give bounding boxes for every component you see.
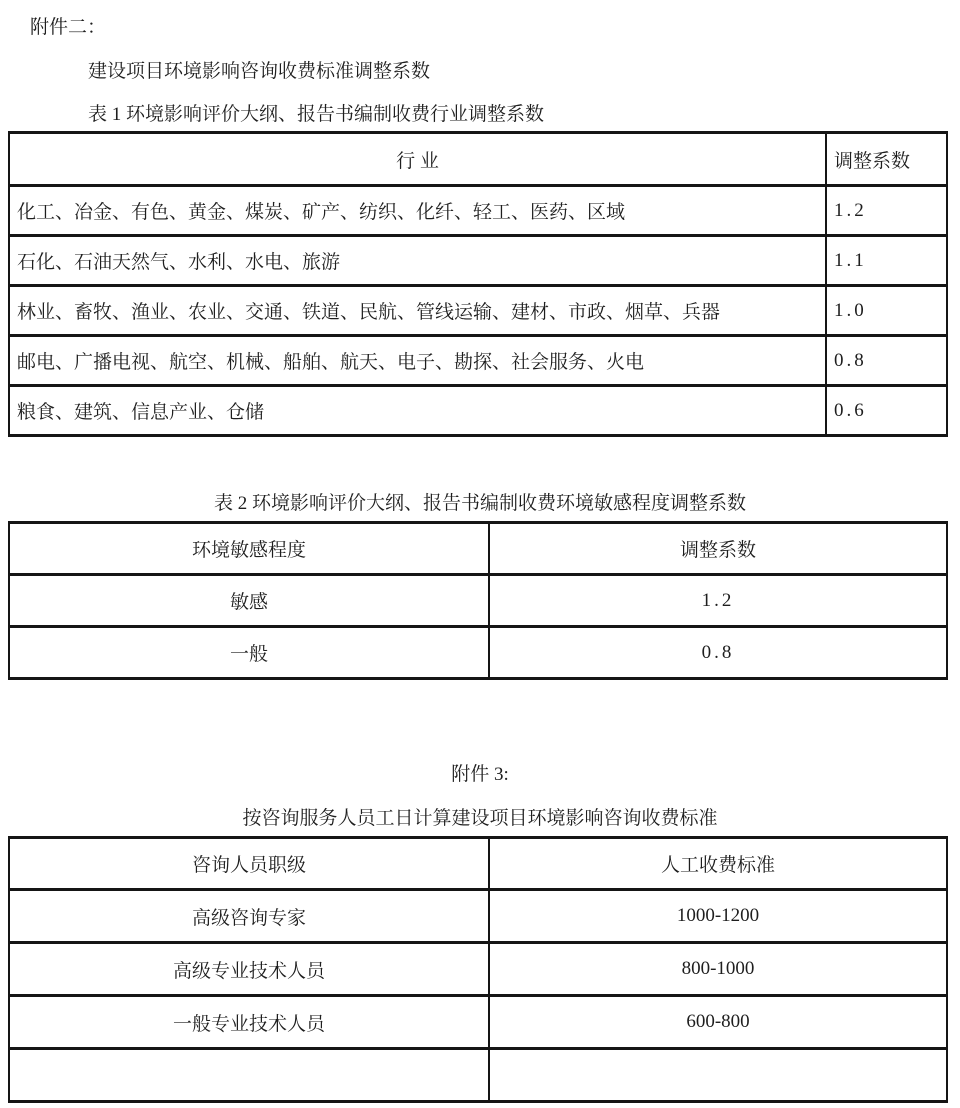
table2-caption: 表 2 环境影响评价大纲、报告书编制收费环境敏感程度调整系数 [213,493,746,514]
column-header-staff-level: 咨询人员职级 [9,838,489,890]
column-header-industry: 行 业 [9,133,826,186]
fee-standard-cell [489,1049,947,1102]
table1-caption: 表 1 环境影响评价大纲、报告书编制收费行业调整系数 [88,104,545,125]
column-header-coefficient: 调整系数 [826,133,947,186]
attachment3-subtitle: 按咨询服务人员工日计算建设项目环境影响咨询收费标准 [242,808,718,829]
table-row [9,186,947,236]
coefficient-cell: 0.6 [826,386,947,436]
industry-cell: 邮电、广播电视、航空、机械、船舶、航天、电子、勘探、社会服务、火电 [9,336,826,386]
coefficient-cell: 1.2 [489,575,947,627]
table-row [9,386,947,436]
table-row [9,943,947,996]
staff-level-cell: 一般专业技术人员 [9,996,489,1049]
table-sensitivity-adjustment-coefficients [8,521,948,680]
table-header-row [9,133,947,186]
column-header-fee-standard: 人工收费标准 [489,838,947,890]
table-row [9,336,947,386]
coefficient-cell: 0.8 [826,336,947,386]
table-row [9,236,947,286]
sensitivity-cell: 敏感 [9,575,489,627]
industry-cell: 化工、冶金、有色、黄金、煤炭、矿产、纺织、化纤、轻工、医药、区域 [9,186,826,236]
attachment2-subtitle: 建设项目环境影响咨询收费标准调整系数 [88,61,431,82]
industry-cell: 石化、石油天然气、水利、水电、旅游 [9,236,826,286]
table-industry-adjustment-coefficients [8,131,948,437]
industry-cell: 林业、畜牧、渔业、农业、交通、铁道、民航、管线运输、建材、市政、烟草、兵器 [9,286,826,336]
column-header-sensitivity: 环境敏感程度 [9,523,489,575]
column-header-coefficient: 调整系数 [489,523,947,575]
table-header-row [9,523,947,575]
fee-standard-cell: 1000-1200 [489,890,947,943]
table-row [9,627,947,679]
fee-standard-cell: 600-800 [489,996,947,1049]
table-row [9,575,947,627]
attachment3-label: 附件 3: [451,764,509,785]
staff-level-cell: 高级咨询专家 [9,890,489,943]
staff-level-cell [9,1049,489,1102]
fee-standard-cell: 800-1000 [489,943,947,996]
table-row [9,996,947,1049]
attachment2-label: 附件二： [30,17,107,38]
coefficient-cell: 1.1 [826,236,947,286]
sensitivity-cell: 一般 [9,627,489,679]
table-row [9,1049,947,1102]
coefficient-cell: 1.0 [826,286,947,336]
staff-level-cell: 高级专业技术人员 [9,943,489,996]
coefficient-cell: 1.2 [826,186,947,236]
table-labor-fee-standards [8,836,948,1103]
table-row [9,286,947,336]
coefficient-cell: 0.8 [489,627,947,679]
table-row [9,890,947,943]
industry-cell: 粮食、建筑、信息产业、仓储 [9,386,826,436]
table-header-row [9,838,947,890]
